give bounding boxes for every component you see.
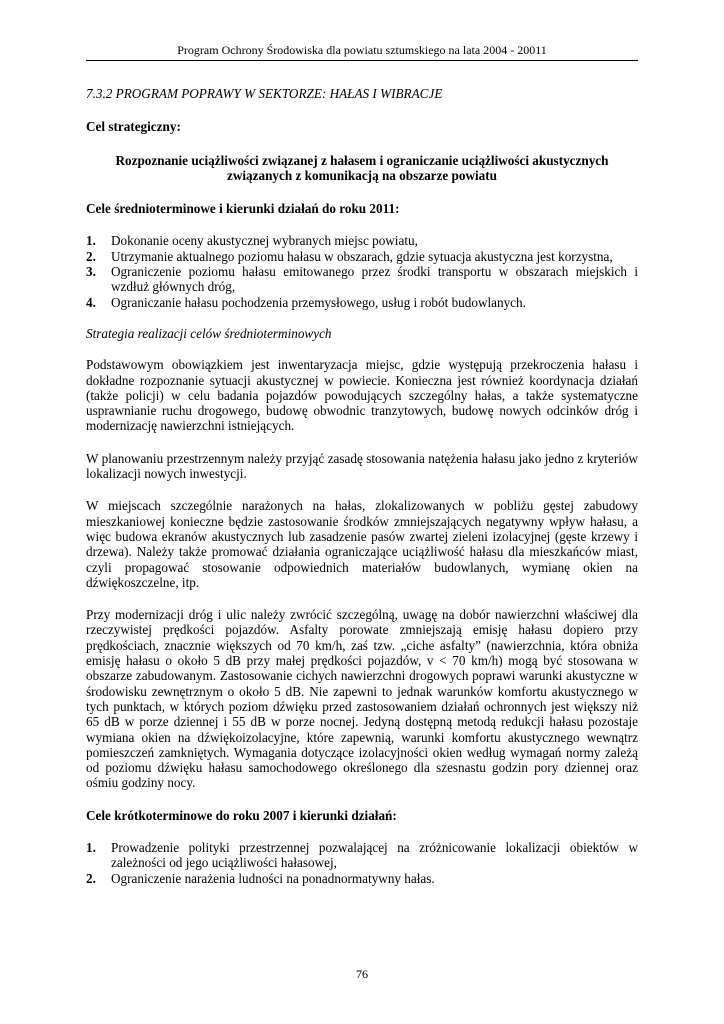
list-item-number: 3. [86, 264, 96, 280]
strategy-heading: Strategia realizacji celów średnioterminowych [86, 325, 332, 341]
running-header: Program Ochrony Środowiska dla powiatu sztumskiego na lata 2004 - 20011 [86, 43, 638, 61]
section-title: 7.3.2 PROGRAM POPRAWY W SEKTORZE: HAŁAS I WIBRACJE [86, 86, 443, 101]
list-item-number: 2. [86, 248, 96, 264]
page-number: 76 [356, 967, 368, 981]
list-item [86, 840, 638, 871]
list-item-text: Ograniczanie hałasu pochodzenia przemysłowego, usług i robót budowlanych. [111, 294, 526, 310]
list-item-number: 4. [86, 294, 96, 310]
paragraph: W miejscach szczególnie narażonych na hałas, zlokalizowanych w pobliżu gęstej zabudowy mieszkaniowej konieczne będzie zastosowanie środków zmniejszających negatywny wpływ hałasu, a więc budowa ekranów akustycznych lub zasadzenie pasów zwartej zieleni izolacyjnej (gęste krzewy i drzewa). Należy także promować działania ograniczające uciążliwość hałasu dla mieszkańców miast, czyli propagować stosowanie odpowiednich materiałów budowlanych, wymianę okien na dźwiękoszczelne, itp. [86, 498, 638, 590]
medium-term-goals-list [86, 233, 638, 309]
list-item-text: Utrzymanie aktualnego poziomu hałasu w obszarach, gdzie sytuacja akustyczna jest korzystna, [111, 248, 613, 264]
list-item [86, 871, 638, 886]
short-term-goals-list [86, 840, 638, 886]
paragraph: W planowaniu przestrzennym należy przyjąć zasadę stosowania natężenia hałasu jako jedno z kryteriów lokalizacji nowych inwestycji. [86, 450, 638, 482]
medium-term-heading: Cele średnioterminowe i kierunki działań do roku 2011: [86, 201, 400, 217]
paragraph: Przy modernizacji dróg i ulic należy zwrócić szczególną, uwagę na dobór nawierzchni właściwej dla rzeczywistej prędkości pojazdów. Asfalty porowate zmniejszają emisję hałasu dopiero przy prędkościach, znacznie większych od 70 km/h, zaś tzw. „ciche asfalty” (nawierzchnia, która obniża emisję hałasu o około 5 dB przy małej prędkości pojazdów, v < 70 km/h) mogą być stosowana w obszarze zabudowanym. Zastosowanie cichych nawierzchni drogowych poprawi warunki akustyczne w środowisku zewnętrznym o około 5 dB. Nie zapewni to jednak warunków komfortu akustycznego w tych punktach, w których poziom dźwięku przed zastosowaniem działań ochronnych jest większy niż 65 dB w porze dziennej i 55 dB w porze nocnej. Jedyną dostępną metodą redukcji hałasu pozostaje wymiana okien na dźwiękoizolacyjne, które zapewnią, warunki komfortu akustycznego wewnątrz pomieszczeń zamkniętych. Wymagania dotyczące izolacyjności okien według wymagań normy zależą od poziomu dźwięku hałasu samochodowego określonego dla szesnastu godzin pory dziennej oraz ośmiu godziny nocy. [86, 607, 638, 791]
list-item-number: 2. [86, 870, 96, 886]
list-item [86, 249, 638, 264]
strategic-goal-label: Cel strategiczny: [86, 119, 181, 135]
list-item-text: Dokonanie oceny akustycznej wybranych miejsc powiatu, [111, 233, 418, 249]
list-item-text: Prowadzenie polityki przestrzennej pozwalającej na zróżnicowanie lokalizacji obiektów w zależności od jego uciążliwości hałasowej, [111, 839, 638, 871]
list-item [86, 233, 638, 248]
short-term-heading: Cele krótkoterminowe do roku 2007 i kierunki działań: [86, 807, 397, 823]
paragraph: Podstawowym obowiązkiem jest inwentaryzacja miejsc, gdzie występują przekroczenia hałasu i dokładne rozpoznanie sytuacji akustycznej w powiecie. Konieczna jest również koordynacja działań (także policji) w celu badania pojazdów powodujących szczególny hałas, a także systematyczne usprawnianie ruchu drogowego, budowę obwodnic tranzytowych, budowę nowych odcinków dróg i modernizację nawierzchni istniejących. [86, 357, 638, 434]
page-content [86, 86, 638, 902]
list-item-text: Ograniczenie poziomu hałasu emitowanego przez środki transportu w obszarach miejskich i wzdłuż głównych dróg, [111, 264, 638, 295]
strategic-goal-text: Rozpoznanie uciążliwości związanej z hałasem i ograniczanie uciążliwości akustycznych związanych z komunikacją na obszarze powiatu [115, 152, 609, 183]
list-item [86, 264, 638, 295]
list-item [86, 295, 638, 310]
list-item-text: Ograniczenie narażenia ludności na ponadnormatywny hałas. [111, 870, 435, 886]
list-item-number: 1. [86, 839, 96, 855]
list-item-number: 1. [86, 233, 96, 249]
